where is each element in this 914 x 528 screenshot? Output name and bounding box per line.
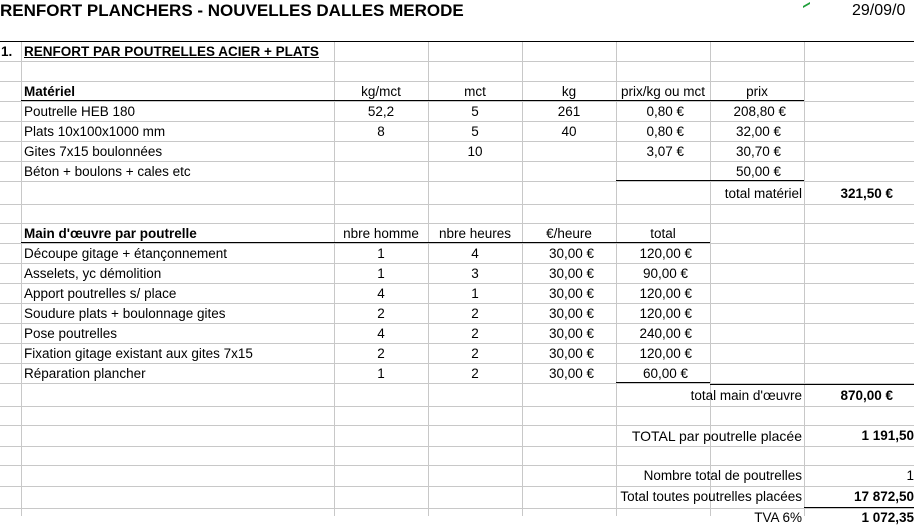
row-line bbox=[0, 446, 914, 447]
labor-cell[interactable]: 4 bbox=[377, 326, 385, 341]
total-toutes-label: Total toutes poutrelles placées bbox=[620, 489, 802, 504]
labor-cell[interactable]: 1 bbox=[377, 366, 385, 381]
materiel-cell[interactable]: 208,80 € bbox=[733, 104, 786, 119]
materiel-cell[interactable]: 3,07 € bbox=[646, 144, 684, 159]
total-placee-value[interactable]: 1 191,50 bbox=[861, 428, 914, 443]
section-number: 1. bbox=[1, 44, 13, 59]
title-date: 29/09/0 bbox=[852, 2, 906, 19]
labor-cell[interactable]: 2 bbox=[471, 326, 479, 341]
col-header-total: total bbox=[650, 226, 676, 241]
labor-cell[interactable]: 4 bbox=[377, 286, 385, 301]
labor-cell[interactable]: 120,00 € bbox=[639, 246, 692, 261]
materiel-cell[interactable]: 0,80 € bbox=[646, 104, 684, 119]
labor-cell[interactable]: 3 bbox=[471, 266, 479, 281]
nombre-poutrelles-label: Nombre total de poutrelles bbox=[643, 468, 802, 483]
materiel-cell[interactable]: 50,00 € bbox=[735, 164, 781, 179]
labor-cell[interactable]: 30,00 € bbox=[548, 366, 594, 381]
materiel-row-label[interactable]: Gites 7x15 boulonnées bbox=[24, 144, 163, 159]
materiel-header: Matériel bbox=[24, 84, 76, 99]
col-header-nbre-homme: nbre homme bbox=[343, 226, 419, 241]
tva-label: TVA 6% bbox=[754, 510, 802, 525]
materiel-cell[interactable]: 5 bbox=[471, 104, 479, 119]
total-border bbox=[710, 384, 914, 385]
row-line bbox=[0, 406, 914, 407]
total-placee-label: TOTAL par poutrelle placée bbox=[631, 428, 802, 444]
materiel-row-label[interactable]: Poutrelle HEB 180 bbox=[24, 104, 136, 119]
materiel-cell[interactable]: 40 bbox=[561, 124, 577, 139]
labor-cell[interactable]: 30,00 € bbox=[548, 326, 594, 341]
total-main-oeuvre-value[interactable]: 870,00 € bbox=[840, 388, 893, 403]
total-toutes-value[interactable]: 17 872,50 bbox=[853, 489, 914, 504]
section-heading: RENFORT PAR POUTRELLES ACIER + PLATS bbox=[24, 44, 319, 59]
labor-cell[interactable]: 60,00 € bbox=[642, 366, 688, 381]
labor-row-label[interactable]: Soudure plats + boulonnage gites bbox=[24, 306, 226, 321]
main-oeuvre-header: Main d'œuvre par poutrelle bbox=[24, 226, 197, 241]
tva-value[interactable]: 1 072,35 bbox=[861, 510, 914, 525]
labor-row-label[interactable]: Pose poutrelles bbox=[24, 326, 118, 341]
labor-row-label[interactable]: Apport poutrelles s/ place bbox=[24, 286, 177, 301]
total-materiel-value[interactable]: 321,50 € bbox=[840, 186, 893, 201]
materiel-cell[interactable]: 5 bbox=[471, 124, 479, 139]
labor-cell[interactable]: 30,00 € bbox=[548, 286, 594, 301]
labor-cell[interactable]: 30,00 € bbox=[548, 266, 594, 281]
materiel-row-label[interactable]: Plats 10x100x1000 mm bbox=[24, 124, 166, 139]
labor-cell[interactable]: 30,00 € bbox=[548, 246, 594, 261]
page-title: RENFORT PLANCHERS - NOUVELLES DALLES MERODE bbox=[0, 1, 464, 20]
materiel-cell[interactable]: 30,70 € bbox=[735, 144, 781, 159]
nombre-poutrelles-value[interactable]: 1 bbox=[906, 468, 914, 483]
labor-cell[interactable]: 1 bbox=[377, 246, 385, 261]
labor-cell[interactable]: 120,00 € bbox=[639, 346, 692, 361]
labor-cell[interactable]: 2 bbox=[471, 366, 479, 381]
labor-row-label[interactable]: Fixation gitage existant aux gites 7x15 bbox=[24, 346, 253, 361]
col-header-mct: mct bbox=[464, 84, 486, 99]
total-materiel-label: total matériel bbox=[724, 186, 802, 201]
materiel-cell[interactable]: 0,80 € bbox=[646, 124, 684, 139]
labor-cell[interactable]: 2 bbox=[471, 346, 479, 361]
labor-cell[interactable]: 1 bbox=[377, 266, 385, 281]
labor-cell[interactable]: 2 bbox=[377, 306, 385, 321]
materiel-cell[interactable]: 52,2 bbox=[367, 104, 395, 119]
col-header-kgmct: kg/mct bbox=[361, 84, 401, 99]
labor-row-label[interactable]: Réparation plancher bbox=[24, 366, 146, 381]
materiel-cell[interactable]: 8 bbox=[377, 124, 385, 139]
labor-cell[interactable]: 30,00 € bbox=[548, 346, 594, 361]
materiel-cell[interactable]: 10 bbox=[467, 144, 483, 159]
col-line bbox=[804, 42, 805, 516]
col-header-prixkg: prix/kg ou mct bbox=[620, 84, 706, 99]
labor-cell[interactable]: 120,00 € bbox=[639, 286, 692, 301]
col-header-euro-heure: €/heure bbox=[546, 226, 592, 241]
labor-row-label[interactable]: Découpe gitage + étançonnement bbox=[24, 246, 228, 261]
materiel-cell[interactable]: 32,00 € bbox=[735, 124, 781, 139]
labor-cell[interactable]: 90,00 € bbox=[642, 266, 688, 281]
labor-cell[interactable]: 1 bbox=[471, 286, 479, 301]
row-line bbox=[0, 204, 914, 205]
labor-cell[interactable]: 4 bbox=[471, 246, 479, 261]
labor-cell[interactable]: 2 bbox=[377, 346, 385, 361]
materiel-row-label[interactable]: Béton + boulons + cales etc bbox=[24, 164, 191, 179]
materiel-cell[interactable]: 261 bbox=[557, 104, 581, 119]
col-header-prix: prix bbox=[746, 84, 768, 99]
labor-cell[interactable]: 30,00 € bbox=[548, 306, 594, 321]
labor-cell[interactable]: 240,00 € bbox=[639, 326, 692, 341]
col-header-kg: kg bbox=[561, 84, 577, 99]
col-line bbox=[21, 42, 22, 516]
labor-row-label[interactable]: Asselets, yc démolition bbox=[24, 266, 162, 281]
total-main-oeuvre-label: total main d'œuvre bbox=[690, 388, 802, 403]
labor-cell[interactable]: 2 bbox=[471, 306, 479, 321]
labor-cell[interactable]: 120,00 € bbox=[639, 306, 692, 321]
col-header-nbre-heures: nbre heures bbox=[438, 226, 512, 241]
